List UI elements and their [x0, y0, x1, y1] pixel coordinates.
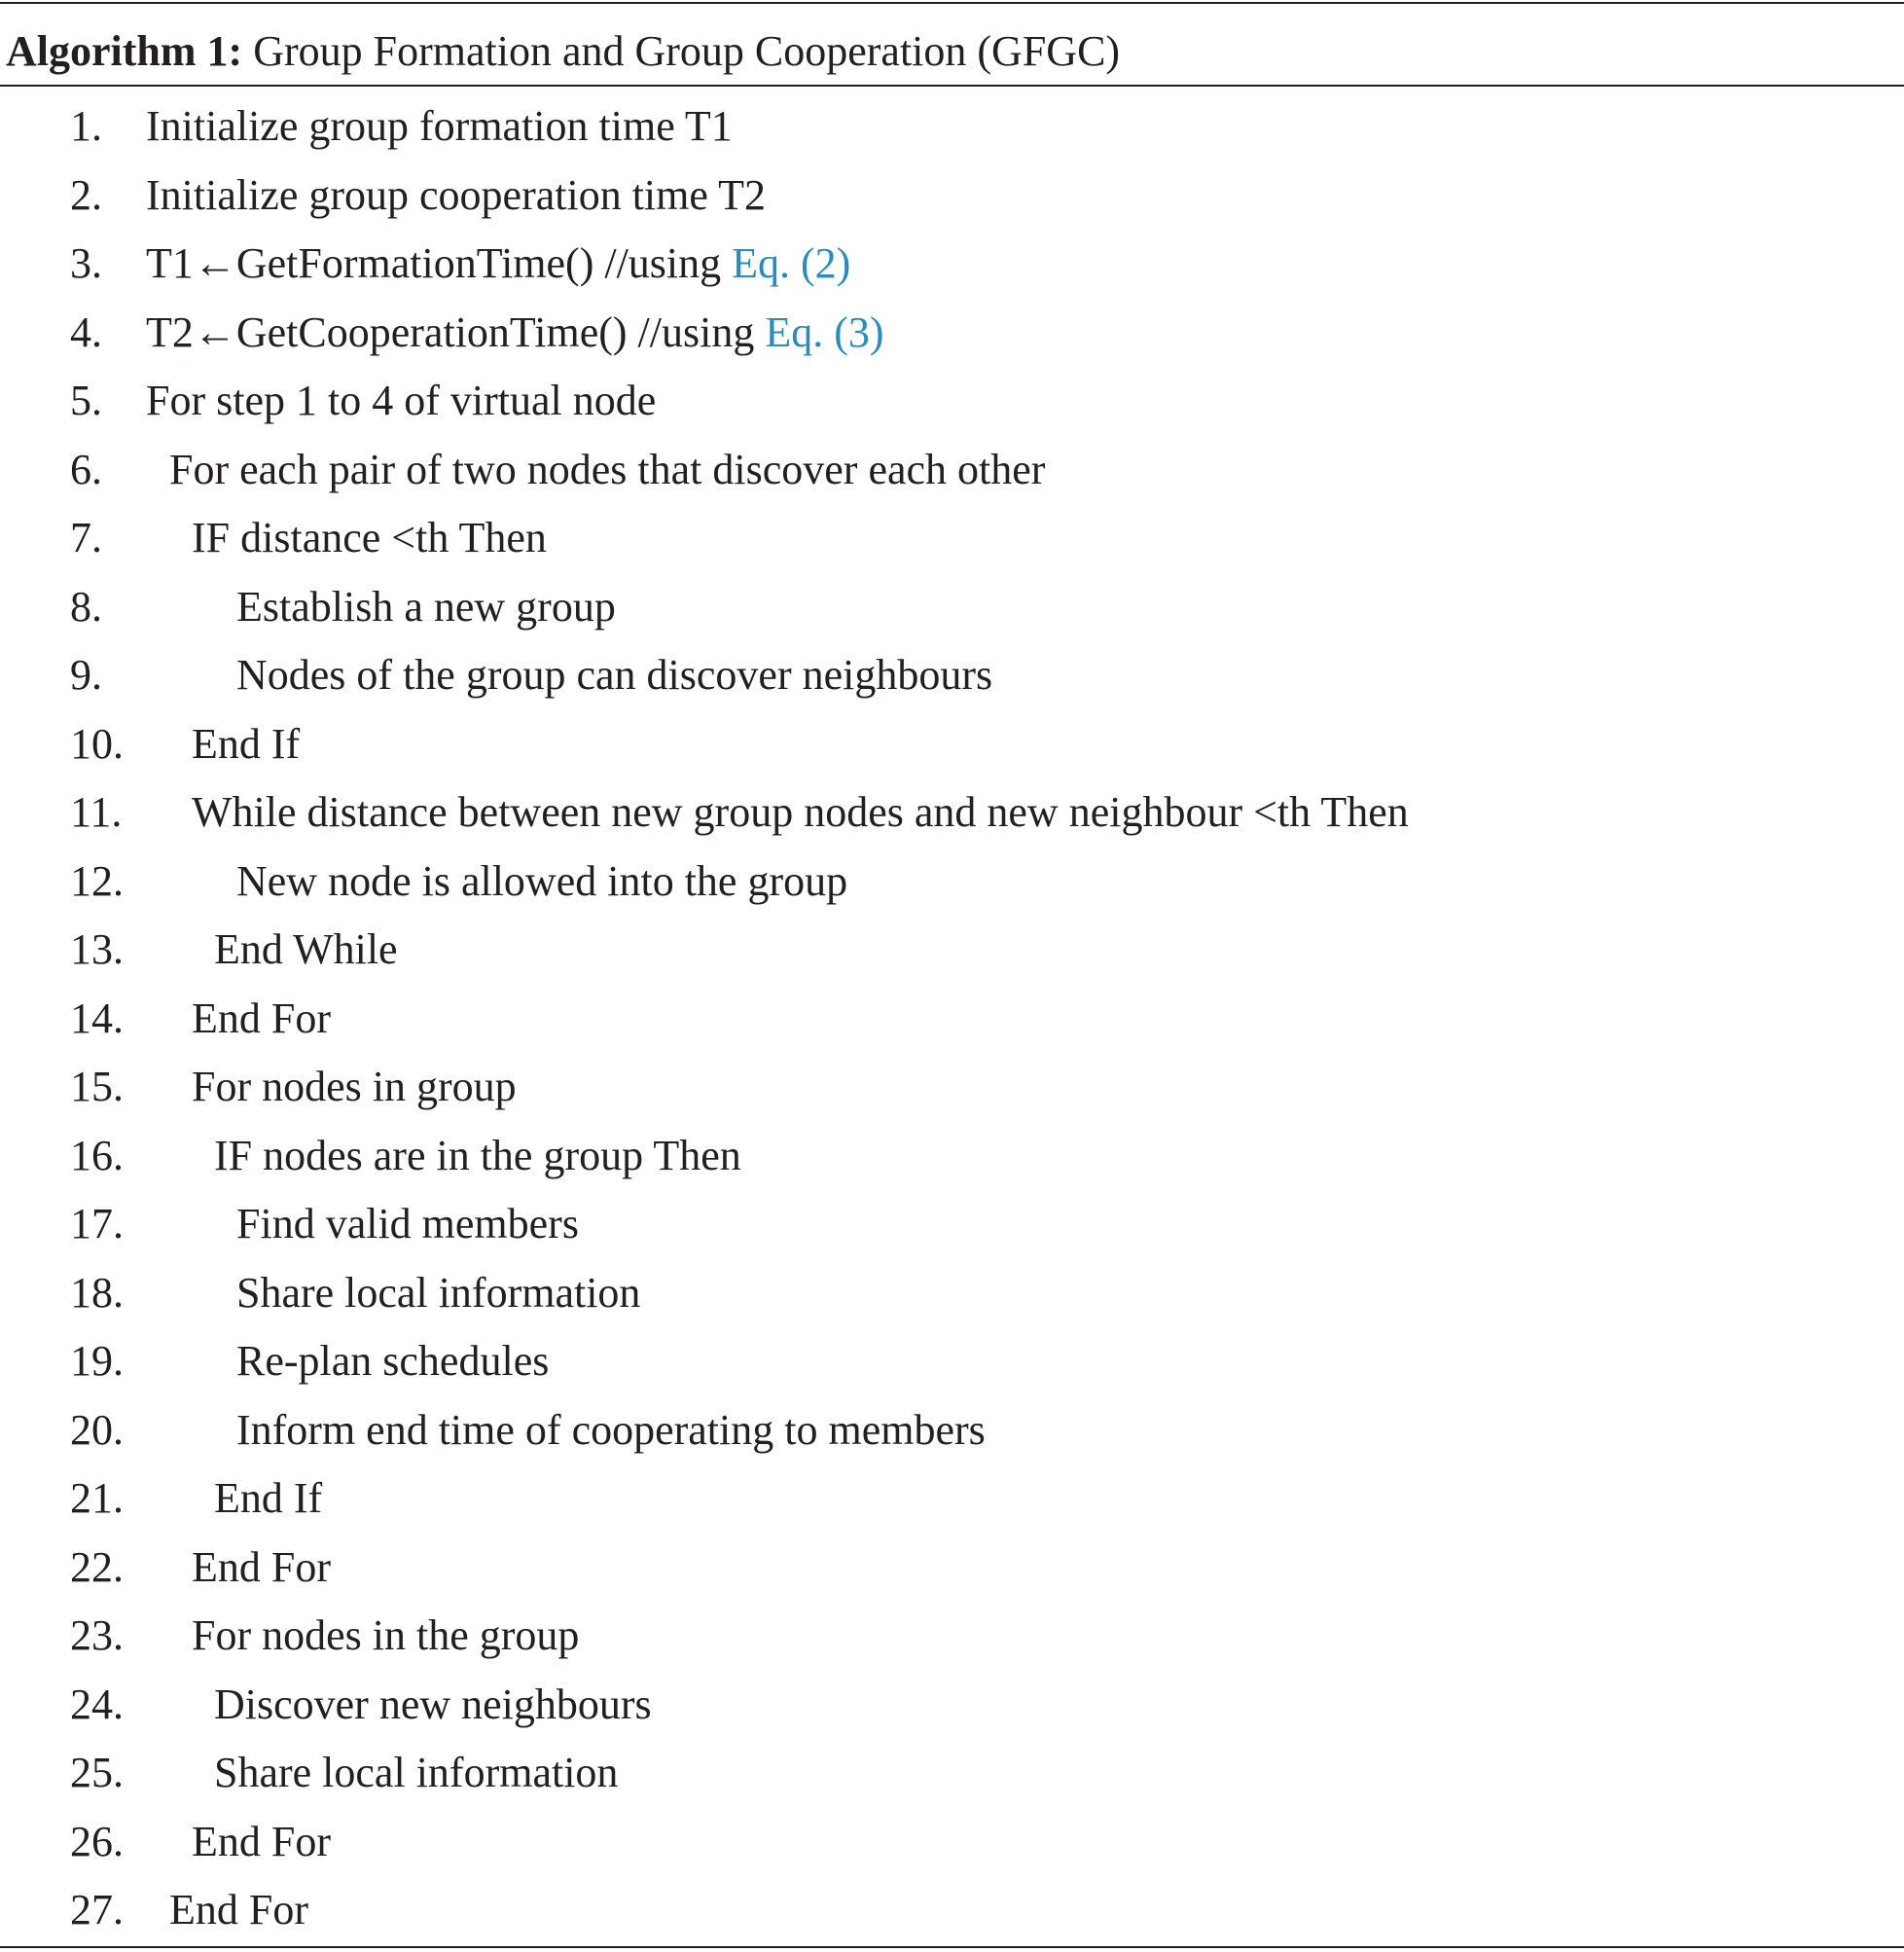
- line-code: End While: [214, 925, 398, 973]
- line-number: 1.: [70, 102, 102, 150]
- line-code: End For: [192, 1542, 331, 1591]
- header-rule: [0, 85, 1904, 87]
- line-text: [214, 1126, 741, 1186]
- line-code: For step 1 to 4 of virtual node: [146, 377, 657, 424]
- line-code: Share local information: [236, 1268, 641, 1317]
- line-text: [192, 508, 547, 568]
- line-code: End If: [214, 1474, 323, 1522]
- line-code: Initialize group formation time T1: [146, 102, 733, 150]
- line-number: 24.: [70, 1680, 124, 1728]
- line-code: Establish a new group: [236, 582, 616, 631]
- line-text: [214, 1675, 652, 1735]
- line-number: 19.: [70, 1337, 124, 1385]
- line-code: End For: [192, 1817, 331, 1865]
- line-code: End For: [169, 1886, 308, 1934]
- line-number: 2.: [70, 170, 102, 219]
- line-number: 23.: [70, 1611, 124, 1659]
- line-text: [214, 1468, 322, 1529]
- algorithm-caption: [6, 21, 1120, 82]
- line-text: [146, 371, 656, 431]
- bottom-rule: [0, 1946, 1904, 1948]
- line-number: 5.: [70, 377, 102, 424]
- line-code: Discover new neighbours: [214, 1680, 652, 1728]
- line-code: IF distance <th Then: [192, 514, 547, 561]
- line-text: [146, 165, 766, 226]
- line-number: 27.: [70, 1886, 124, 1934]
- line-number: 13.: [70, 925, 124, 973]
- line-text: [146, 96, 733, 157]
- line-number: 16.: [70, 1131, 124, 1179]
- line-code: New node is allowed into the group: [236, 856, 848, 905]
- equation-reference-link[interactable]: Eq. (2): [732, 239, 851, 287]
- line-number: 11.: [70, 788, 123, 836]
- line-number: 8.: [70, 582, 102, 631]
- line-number: 18.: [70, 1268, 124, 1317]
- line-text: [214, 920, 398, 980]
- line-text: [236, 645, 992, 705]
- line-text: [169, 1880, 308, 1940]
- line-number: 20.: [70, 1405, 124, 1454]
- line-text: [192, 1537, 331, 1598]
- line-number: 14.: [70, 994, 124, 1042]
- line-number: 22.: [70, 1542, 124, 1591]
- line-number: 3.: [70, 239, 102, 287]
- line-text: [192, 1606, 579, 1666]
- line-text: [236, 1331, 549, 1392]
- line-number: 7.: [70, 514, 102, 561]
- line-text: [146, 303, 884, 363]
- line-text: [236, 1263, 640, 1323]
- line-code: Nodes of the group can discover neighbours: [236, 651, 993, 699]
- line-text: [236, 1400, 986, 1461]
- line-text: [192, 714, 300, 775]
- line-code: For each pair of two nodes that discover each other: [169, 445, 1046, 493]
- line-number: 9.: [70, 651, 102, 699]
- line-number: 26.: [70, 1817, 124, 1865]
- line-code: While distance between new group nodes and new neighbour <th Then: [192, 788, 1409, 836]
- line-code: Re-plan schedules: [236, 1337, 550, 1385]
- line-code: T2←GetCooperationTime() //using: [146, 307, 766, 356]
- line-code: End If: [192, 719, 301, 768]
- line-code: Share local information: [214, 1749, 619, 1796]
- line-text: [236, 851, 847, 912]
- line-text: [214, 1743, 618, 1803]
- line-text: [236, 1194, 579, 1254]
- line-text: [169, 440, 1045, 500]
- line-number: 10.: [70, 719, 124, 768]
- line-number: 6.: [70, 445, 102, 493]
- line-text: [192, 989, 331, 1049]
- top-rule: [0, 2, 1904, 4]
- line-number: 12.: [70, 856, 124, 905]
- algorithm-title: Group Formation and Group Cooperation (GFGC): [253, 27, 1121, 75]
- line-text: [192, 1057, 517, 1117]
- line-text: [236, 577, 616, 637]
- line-code: Initialize group cooperation time T2: [146, 170, 766, 219]
- line-code: For nodes in the group: [192, 1611, 580, 1659]
- line-code: For nodes in group: [192, 1063, 517, 1110]
- line-text: [192, 1812, 331, 1872]
- algorithm-label: Algorithm 1:: [6, 27, 243, 75]
- line-code: Inform end time of cooperating to members: [236, 1405, 986, 1454]
- line-number: 25.: [70, 1749, 124, 1796]
- line-code: IF nodes are in the group Then: [214, 1131, 741, 1179]
- line-code: T1←GetFormationTime() //using: [146, 239, 733, 287]
- line-text: [146, 234, 850, 294]
- line-number: 21.: [70, 1474, 124, 1522]
- equation-reference-link[interactable]: Eq. (3): [765, 307, 884, 356]
- line-code: Find valid members: [236, 1200, 579, 1247]
- line-number: 4.: [70, 307, 102, 356]
- line-number: 15.: [70, 1063, 124, 1110]
- line-number: 17.: [70, 1200, 124, 1247]
- line-code: End For: [192, 994, 331, 1042]
- line-text: [192, 782, 1409, 843]
